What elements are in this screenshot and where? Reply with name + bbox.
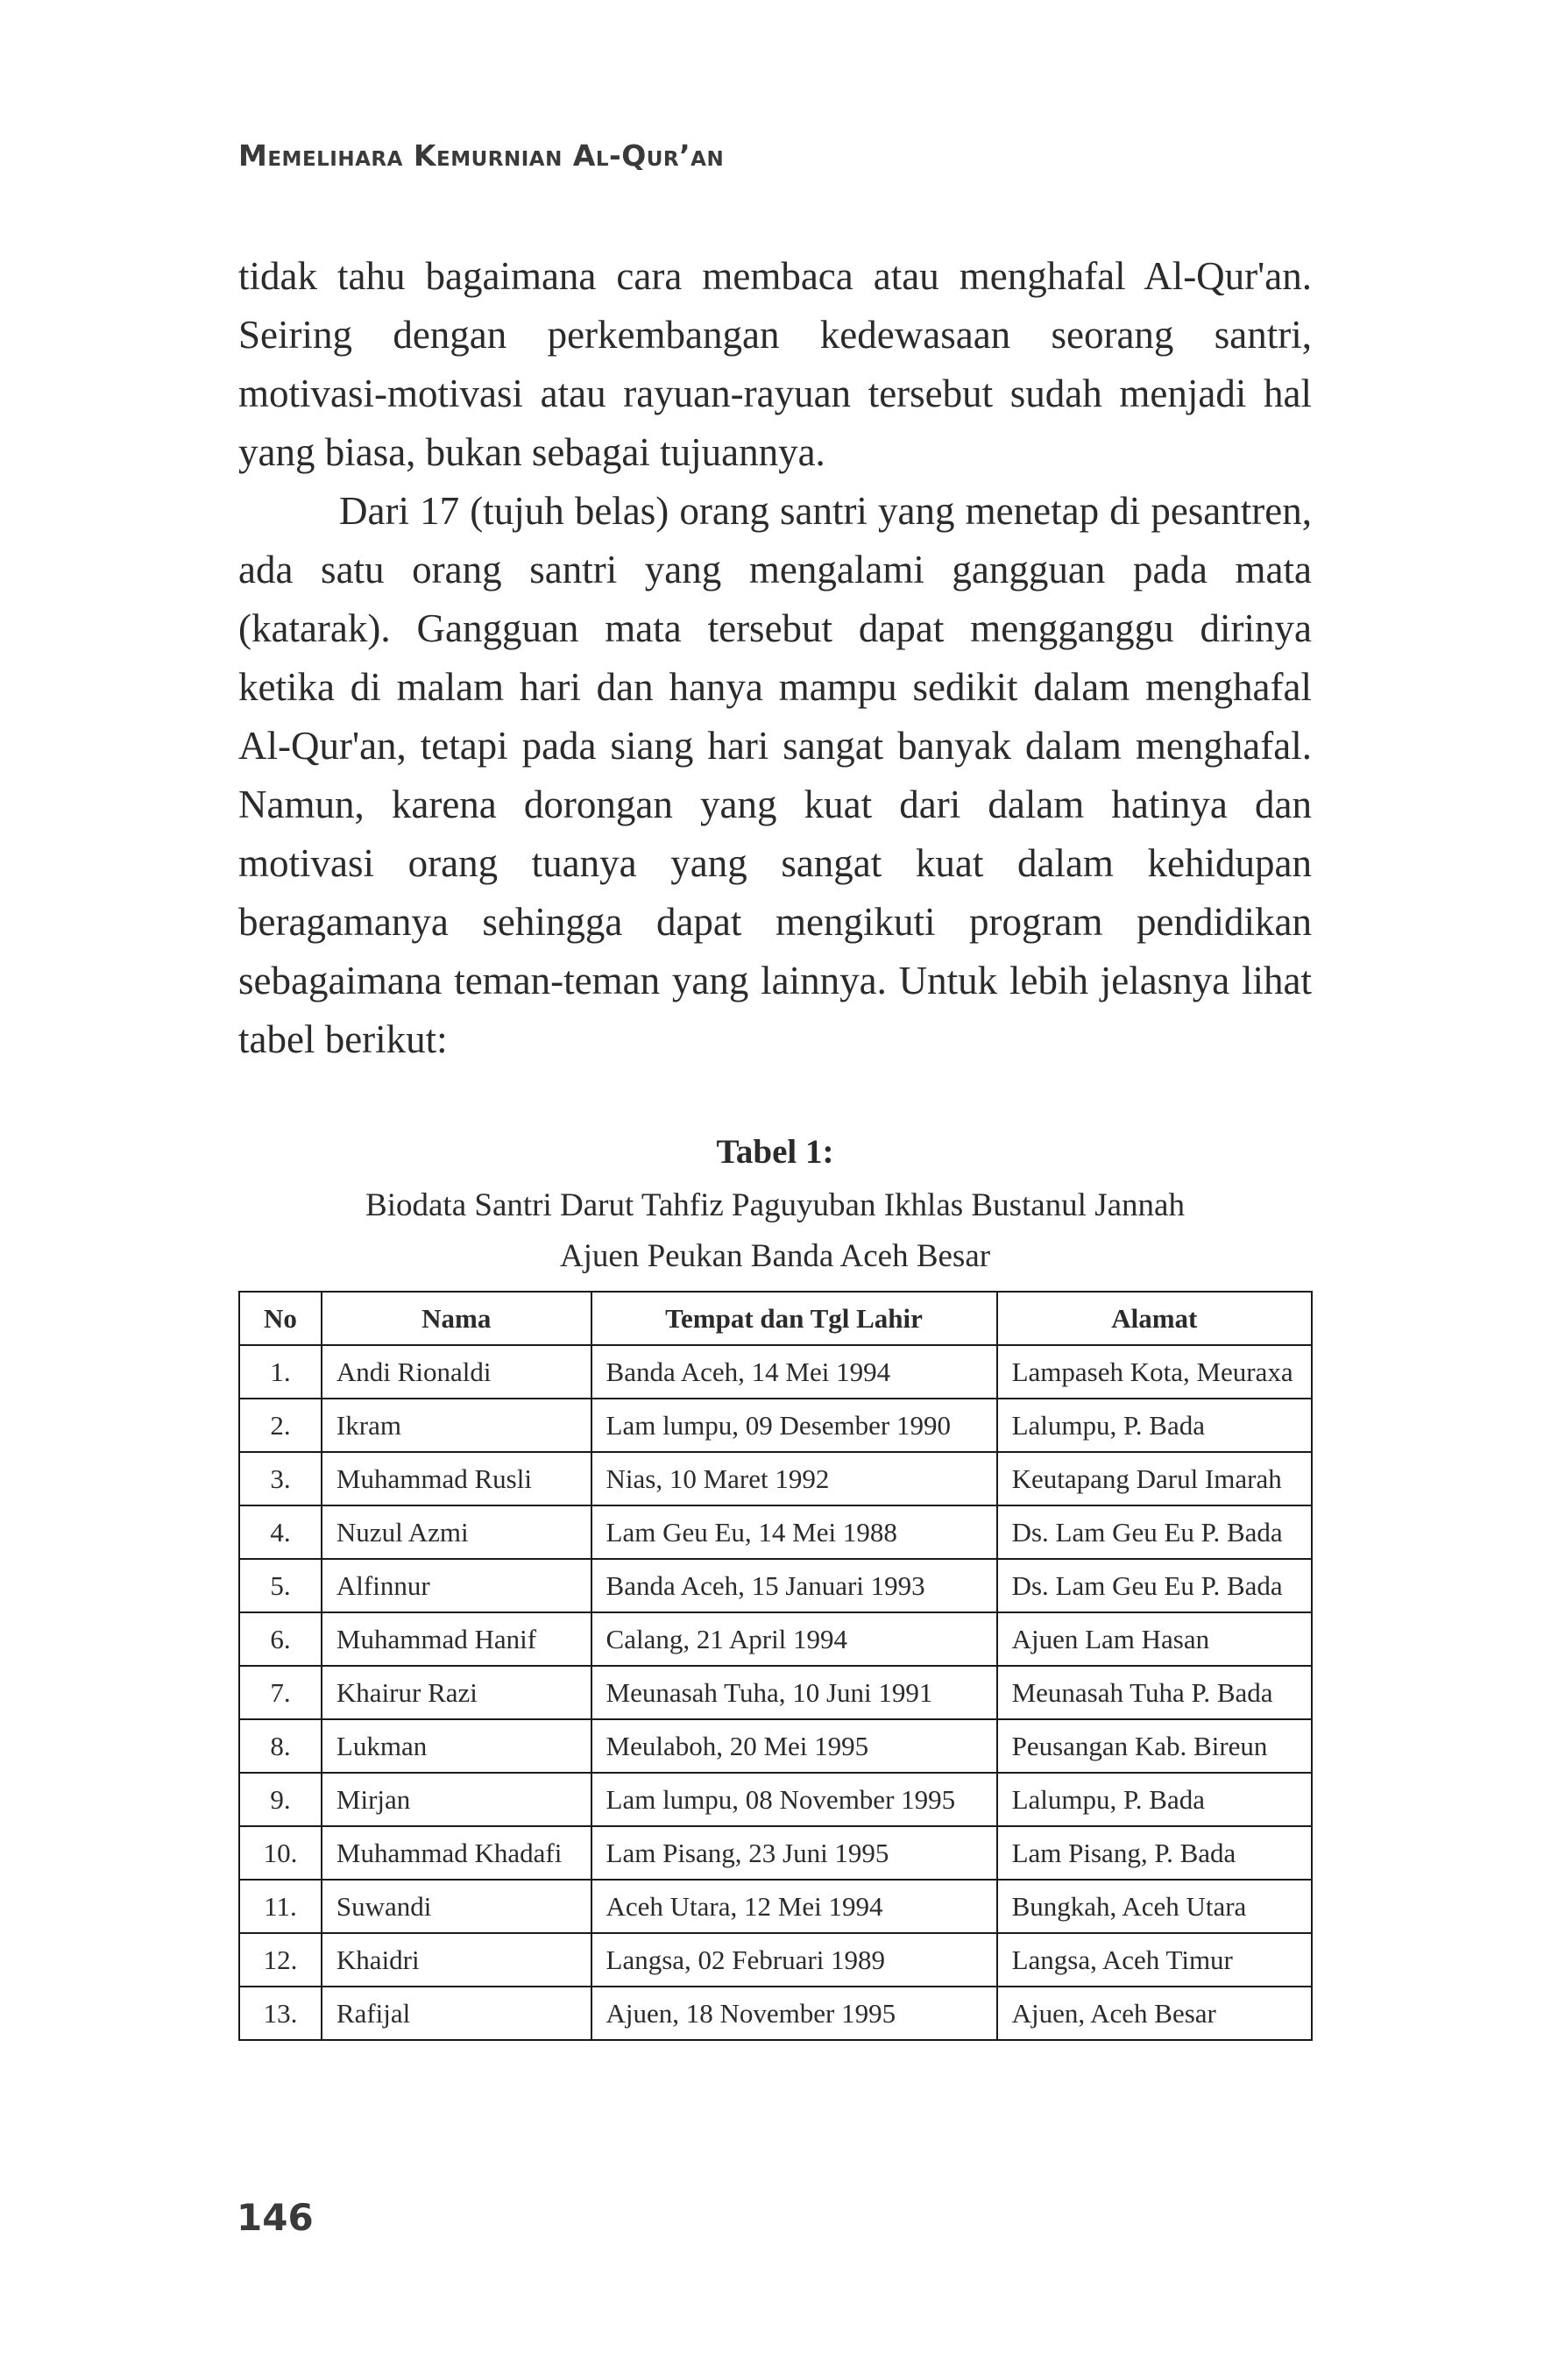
cell-nama: Nuzul Azmi <box>322 1505 591 1559</box>
table-row <box>239 1880 1312 1933</box>
cell-alamat: Lam Pisang, P. Bada <box>997 1826 1312 1880</box>
table-caption-line-1: Biodata Santri Darut Tahfiz Paguyuban Ikhlas Bustanul Jannah <box>365 1187 1185 1223</box>
table-row <box>239 1826 1312 1880</box>
table-row <box>239 1612 1312 1666</box>
paragraph-1: tidak tahu bagaimana cara membaca atau menghafal Al-Qur'an. Seiring dengan perkembangan kedewasaan seorang santri, motivasi-motivasi atau rayuan-rayuan tersebut sudah menjadi hal yang biasa, bukan sebagai tujuannya. <box>238 254 1312 474</box>
table-caption-line-2: Ajuen Peukan Banda Aceh Besar <box>559 1238 991 1274</box>
cell-tempat: Nias, 10 Maret 1992 <box>591 1452 997 1505</box>
cell-alamat: Meunasah Tuha P. Bada <box>997 1666 1312 1719</box>
cell-no: 5. <box>239 1559 322 1612</box>
table-row <box>239 1987 1312 2040</box>
table-row <box>239 1559 1312 1612</box>
cell-no: 13. <box>239 1987 322 2040</box>
cell-no: 8. <box>239 1719 322 1773</box>
cell-alamat: Langsa, Aceh Timur <box>997 1933 1312 1987</box>
cell-no: 2. <box>239 1399 322 1452</box>
cell-no: 6. <box>239 1612 322 1666</box>
table-header-row <box>239 1292 1312 1345</box>
cell-alamat: Ajuen Lam Hasan <box>997 1612 1312 1666</box>
table-row <box>239 1345 1312 1399</box>
cell-alamat: Bungkah, Aceh Utara <box>997 1880 1312 1933</box>
cell-nama: Khaidri <box>322 1933 591 1987</box>
cell-no: 3. <box>239 1452 322 1505</box>
cell-nama: Ikram <box>322 1399 591 1452</box>
table-row <box>239 1452 1312 1505</box>
running-head-title: Memelihara Kemurnian Al-Qur’an <box>238 138 725 173</box>
table-row <box>239 1399 1312 1452</box>
cell-nama: Muhammad Rusli <box>322 1452 591 1505</box>
cell-nama: Alfinnur <box>322 1559 591 1612</box>
cell-nama: Muhammad Hanif <box>322 1612 591 1666</box>
header-tempat-tgl-lahir: Tempat dan Tgl Lahir <box>591 1292 997 1345</box>
biodata-table <box>238 1291 1313 2041</box>
table-row <box>239 1719 1312 1773</box>
cell-tempat: Meulaboh, 20 Mei 1995 <box>591 1719 997 1773</box>
cell-no: 10. <box>239 1826 322 1880</box>
cell-no: 12. <box>239 1933 322 1987</box>
cell-no: 4. <box>239 1505 322 1559</box>
cell-alamat: Ds. Lam Geu Eu P. Bada <box>997 1559 1312 1612</box>
cell-tempat: Banda Aceh, 15 Januari 1993 <box>591 1559 997 1612</box>
cell-tempat: Banda Aceh, 14 Mei 1994 <box>591 1345 997 1399</box>
cell-nama: Mirjan <box>322 1773 591 1826</box>
cell-tempat: Lam lumpu, 09 Desember 1990 <box>591 1399 997 1452</box>
cell-alamat: Lalumpu, P. Bada <box>997 1399 1312 1452</box>
cell-nama: Rafijal <box>322 1987 591 2040</box>
table-row <box>239 1773 1312 1826</box>
header-alamat: Alamat <box>997 1292 1312 1345</box>
table-row <box>239 1933 1312 1987</box>
cell-tempat: Lam lumpu, 08 November 1995 <box>591 1773 997 1826</box>
cell-alamat: Ds. Lam Geu Eu P. Bada <box>997 1505 1312 1559</box>
cell-alamat: Keutapang Darul Imarah <box>997 1452 1312 1505</box>
cell-nama: Khairur Razi <box>322 1666 591 1719</box>
cell-no: 9. <box>239 1773 322 1826</box>
cell-tempat: Aceh Utara, 12 Mei 1994 <box>591 1880 997 1933</box>
cell-tempat: Lam Geu Eu, 14 Mei 1988 <box>591 1505 997 1559</box>
cell-alamat: Lalumpu, P. Bada <box>997 1773 1312 1826</box>
cell-nama: Lukman <box>322 1719 591 1773</box>
table-row <box>239 1666 1312 1719</box>
cell-tempat: Ajuen, 18 November 1995 <box>591 1987 997 2040</box>
header-no: No <box>239 1292 322 1345</box>
header-nama: Nama <box>322 1292 591 1345</box>
body-text <box>238 247 1312 1069</box>
cell-tempat: Calang, 21 April 1994 <box>591 1612 997 1666</box>
table-row <box>239 1505 1312 1559</box>
cell-nama: Andi Rionaldi <box>322 1345 591 1399</box>
cell-tempat: Lam Pisang, 23 Juni 1995 <box>591 1826 997 1880</box>
cell-no: 7. <box>239 1666 322 1719</box>
cell-no: 11. <box>239 1880 322 1933</box>
cell-tempat: Langsa, 02 Februari 1989 <box>591 1933 997 1987</box>
cell-nama: Muhammad Khadafi <box>322 1826 591 1880</box>
cell-alamat: Peusangan Kab. Bireun <box>997 1719 1312 1773</box>
paragraph-2: Dari 17 (tujuh belas) orang santri yang menetap di pesantren, ada satu orang santri yang mengalami gangguan pada mata (katarak). Gangguan mata tersebut dapat mengganggu dirinya ketika di malam hari dan hanya mampu sedikit dalam menghafal Al-Qur'an, tetapi pada siang hari sangat banyak dalam menghafal. Namun, karena dorongan yang kuat dari dalam hatinya dan motivasi orang tuanya yang sangat kuat dalam kehidupan beragamanya sehingga dapat mengikuti program pendidikan sebagaimana teman-teman yang lainnya. Untuk lebih jelasnya lihat tabel berikut: <box>238 489 1312 1061</box>
cell-no: 1. <box>239 1345 322 1399</box>
table-title: Tabel 1: <box>716 1133 834 1171</box>
cell-tempat: Meunasah Tuha, 10 Juni 1991 <box>591 1666 997 1719</box>
page-number: 146 <box>237 2196 314 2239</box>
cell-alamat: Ajuen, Aceh Besar <box>997 1987 1312 2040</box>
cell-alamat: Lampaseh Kota, Meuraxa <box>997 1345 1312 1399</box>
cell-nama: Suwandi <box>322 1880 591 1933</box>
